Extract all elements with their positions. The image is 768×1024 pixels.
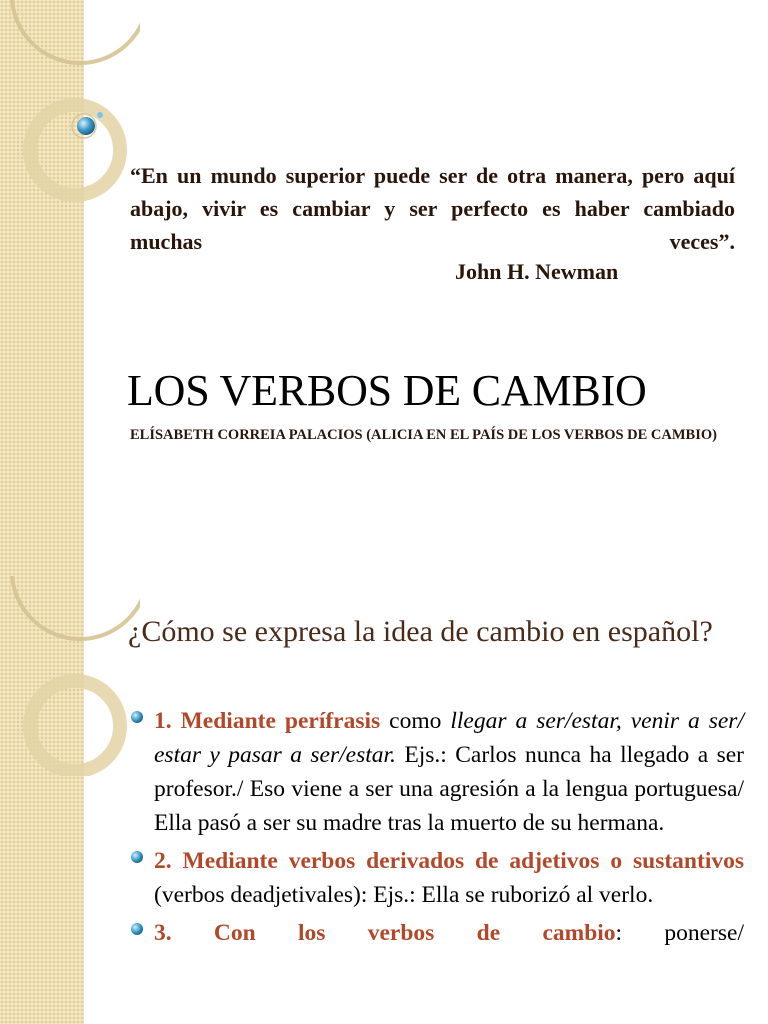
- bullet-dot-icon: [130, 922, 144, 936]
- quote-text: “En un mundo superior puede ser de otra manera, pero aquí abajo, vivir es cambiar y ser perfecto es haber cambiado muchas veces”.: [130, 163, 735, 254]
- list-item: [130, 704, 744, 840]
- bullet-text: como: [380, 708, 451, 734]
- bullet-dot-icon: [130, 850, 144, 864]
- slide-title: LOS VERBOS DE CAMBIO: [127, 366, 647, 415]
- slide-heading: ¿Cómo se expresa la idea de cambio en español?: [128, 615, 713, 648]
- decorative-rings: [0, 576, 140, 776]
- bullet-dot-icon: [130, 710, 144, 724]
- bullet-highlight: 3. Con los verbos de cambio: [154, 920, 616, 946]
- list-item: [130, 916, 744, 950]
- blue-bead-icon: [77, 117, 95, 135]
- bullet-text: (verbos deadjetivales): Ejs.: Ella se ruborizó al verlo.: [154, 882, 654, 908]
- bullet-highlight: 1. Mediante perífrasis: [154, 708, 381, 734]
- bullet-text: Ejs.: Carlos nunca ha llegado a ser profesor./ Eso viene a ser una agresión a la lengua portuguesa/ Ella pasó a ser su madre tras la muerto de su hermana.: [154, 742, 744, 836]
- bullet-text: : ponerse/: [615, 920, 744, 946]
- slide-subtitle: ELÍSABETH CORREIA PALACIOS (ALICIA EN EL PAÍS DE LOS VERBOS DE CAMBIO): [130, 427, 717, 443]
- decorative-rings: [0, 0, 140, 300]
- content-slide: [0, 576, 768, 1024]
- bullet-italic: llegar a ser/estar, venir a ser/ estar y pasar a ser/estar.: [154, 708, 744, 768]
- list-item: [130, 844, 744, 912]
- bullet-list: [130, 704, 744, 954]
- quote-author: John H. Newman: [455, 259, 619, 284]
- bullet-highlight: 2. Mediante verbos derivados de adjetivos o sustantivos: [154, 848, 744, 874]
